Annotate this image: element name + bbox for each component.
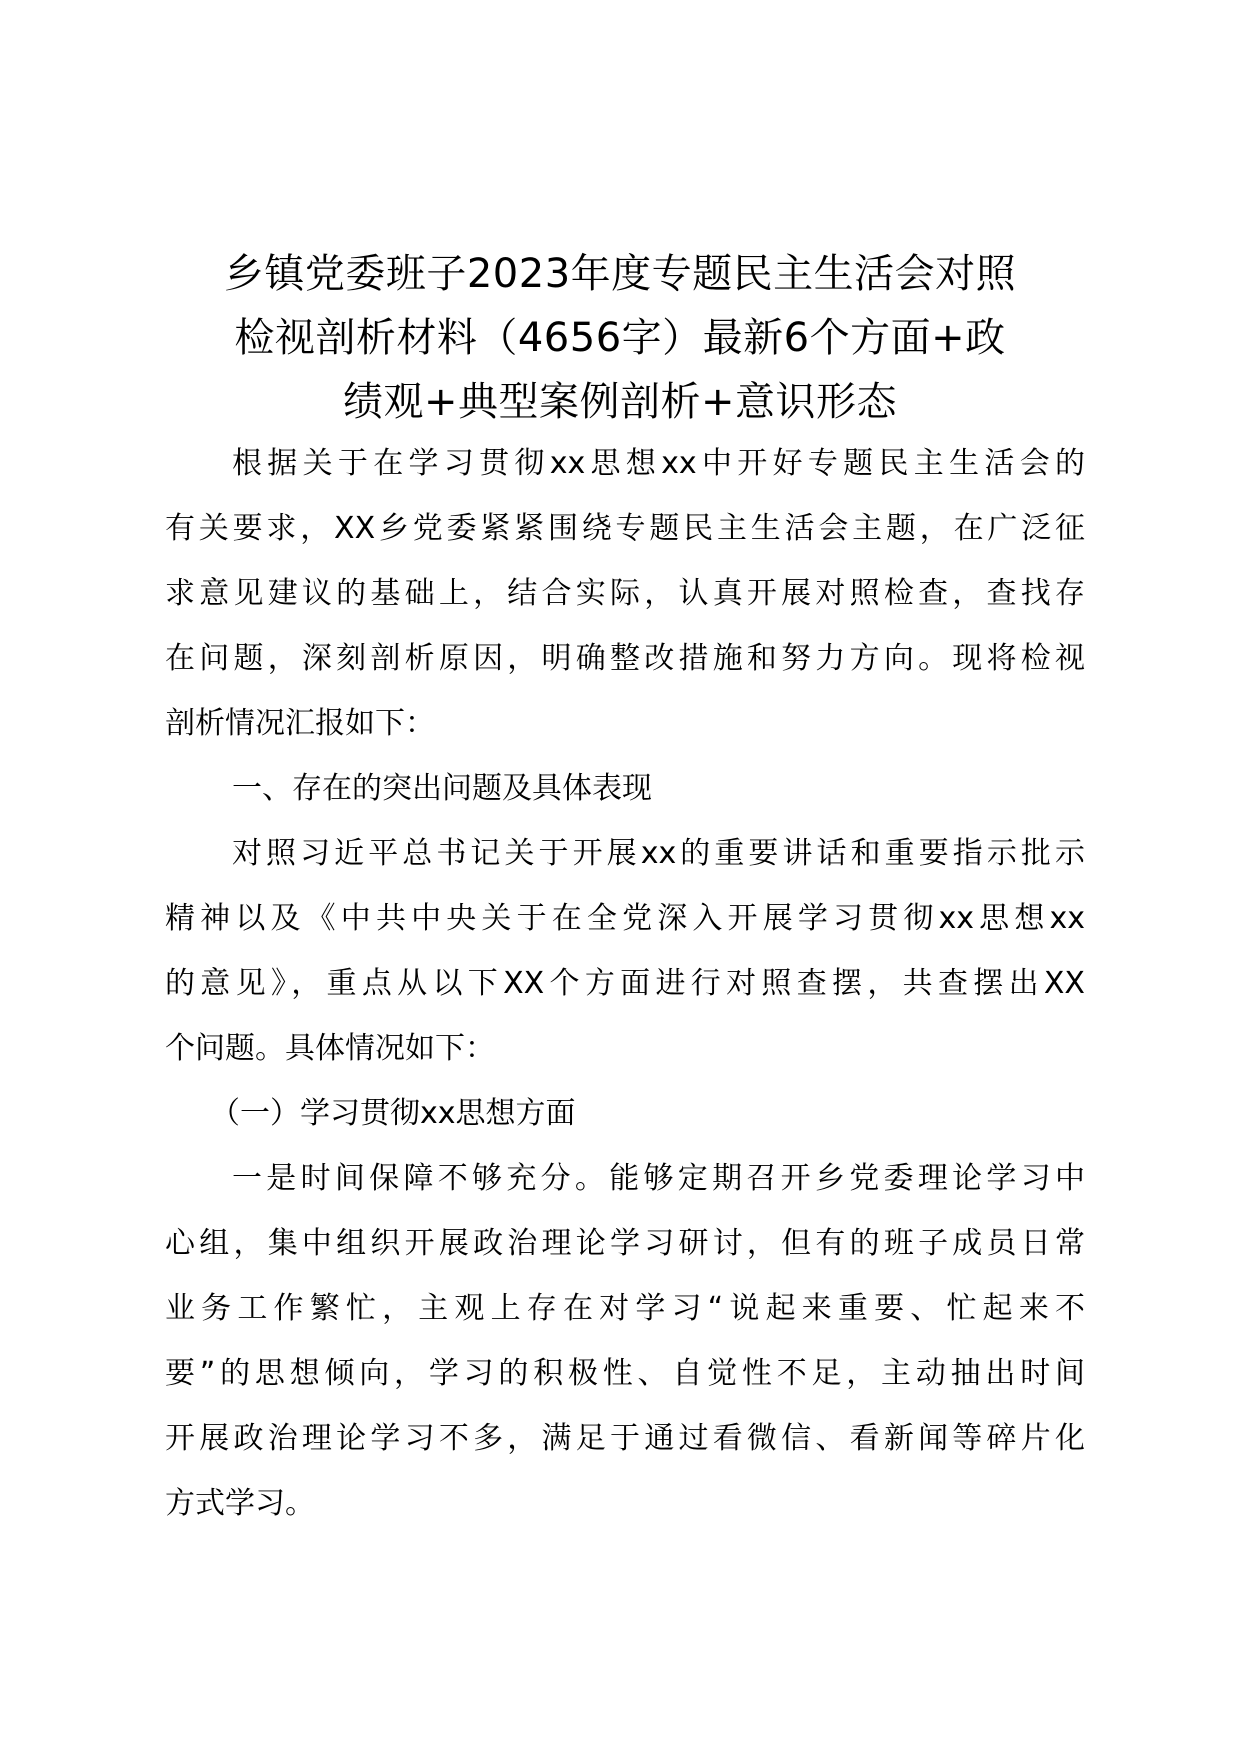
paragraph-line: 一是时间保障不够充分。能够定期召开乡党委理论学习中 — [232, 1161, 1085, 1196]
paragraph-line: 方式学习。 — [165, 1486, 315, 1521]
paragraph-line: 开展政治理论学习不多，满足于通过看微信、看新闻等碎片化 — [165, 1421, 1085, 1456]
section-intro-paragraph — [165, 821, 1085, 1081]
paragraph-line: 有关要求，XX乡党委紧紧围绕专题民主生活会主题，在广泛征 — [165, 511, 1085, 546]
document-body — [165, 431, 1085, 1536]
subsection-heading: （一）学习贯彻xx思想方面 — [210, 1096, 576, 1131]
title-line: 检视剖析材料（4656字）最新6个方面+政 — [234, 315, 1006, 361]
title-line: 乡镇党委班子2023年度专题民主生活会对照 — [223, 251, 1017, 297]
paragraph-line: 根据关于在学习贯彻xx思想xx中开好专题民主生活会的 — [232, 446, 1085, 481]
problem-paragraph — [165, 1146, 1085, 1536]
paragraph-line: 个问题。具体情况如下： — [165, 1031, 495, 1066]
intro-paragraph — [165, 431, 1085, 756]
paragraph-line: 在问题，深刻剖析原因，明确整改措施和努力方向。现将检视 — [165, 641, 1085, 676]
paragraph-line: 业务工作繁忙，主观上存在对学习“说起来重要、忙起来不 — [165, 1291, 1085, 1326]
paragraph-line: 精神以及《中共中央关于在全党深入开展学习贯彻xx思想xx — [165, 901, 1085, 936]
document-title — [165, 242, 1075, 434]
paragraph-line: 对照习近平总书记关于开展xx的重要讲话和重要指示批示 — [232, 836, 1085, 871]
paragraph-line: 求意见建议的基础上，结合实际，认真开展对照检查，查找存 — [165, 576, 1085, 611]
paragraph-line: 的意见》，重点从以下XX个方面进行对照查摆，共查摆出XX — [165, 966, 1085, 1001]
section-heading: 一、存在的突出问题及具体表现 — [232, 771, 652, 806]
paragraph-line: 剖析情况汇报如下： — [165, 706, 435, 741]
paragraph-line: 要”的思想倾向，学习的积极性、自觉性不足，主动抽出时间 — [165, 1356, 1085, 1391]
title-line: 绩观+典型案例剖析+意识形态 — [342, 379, 898, 425]
paragraph-line: 心组，集中组织开展政治理论学习研讨，但有的班子成员日常 — [165, 1226, 1085, 1261]
